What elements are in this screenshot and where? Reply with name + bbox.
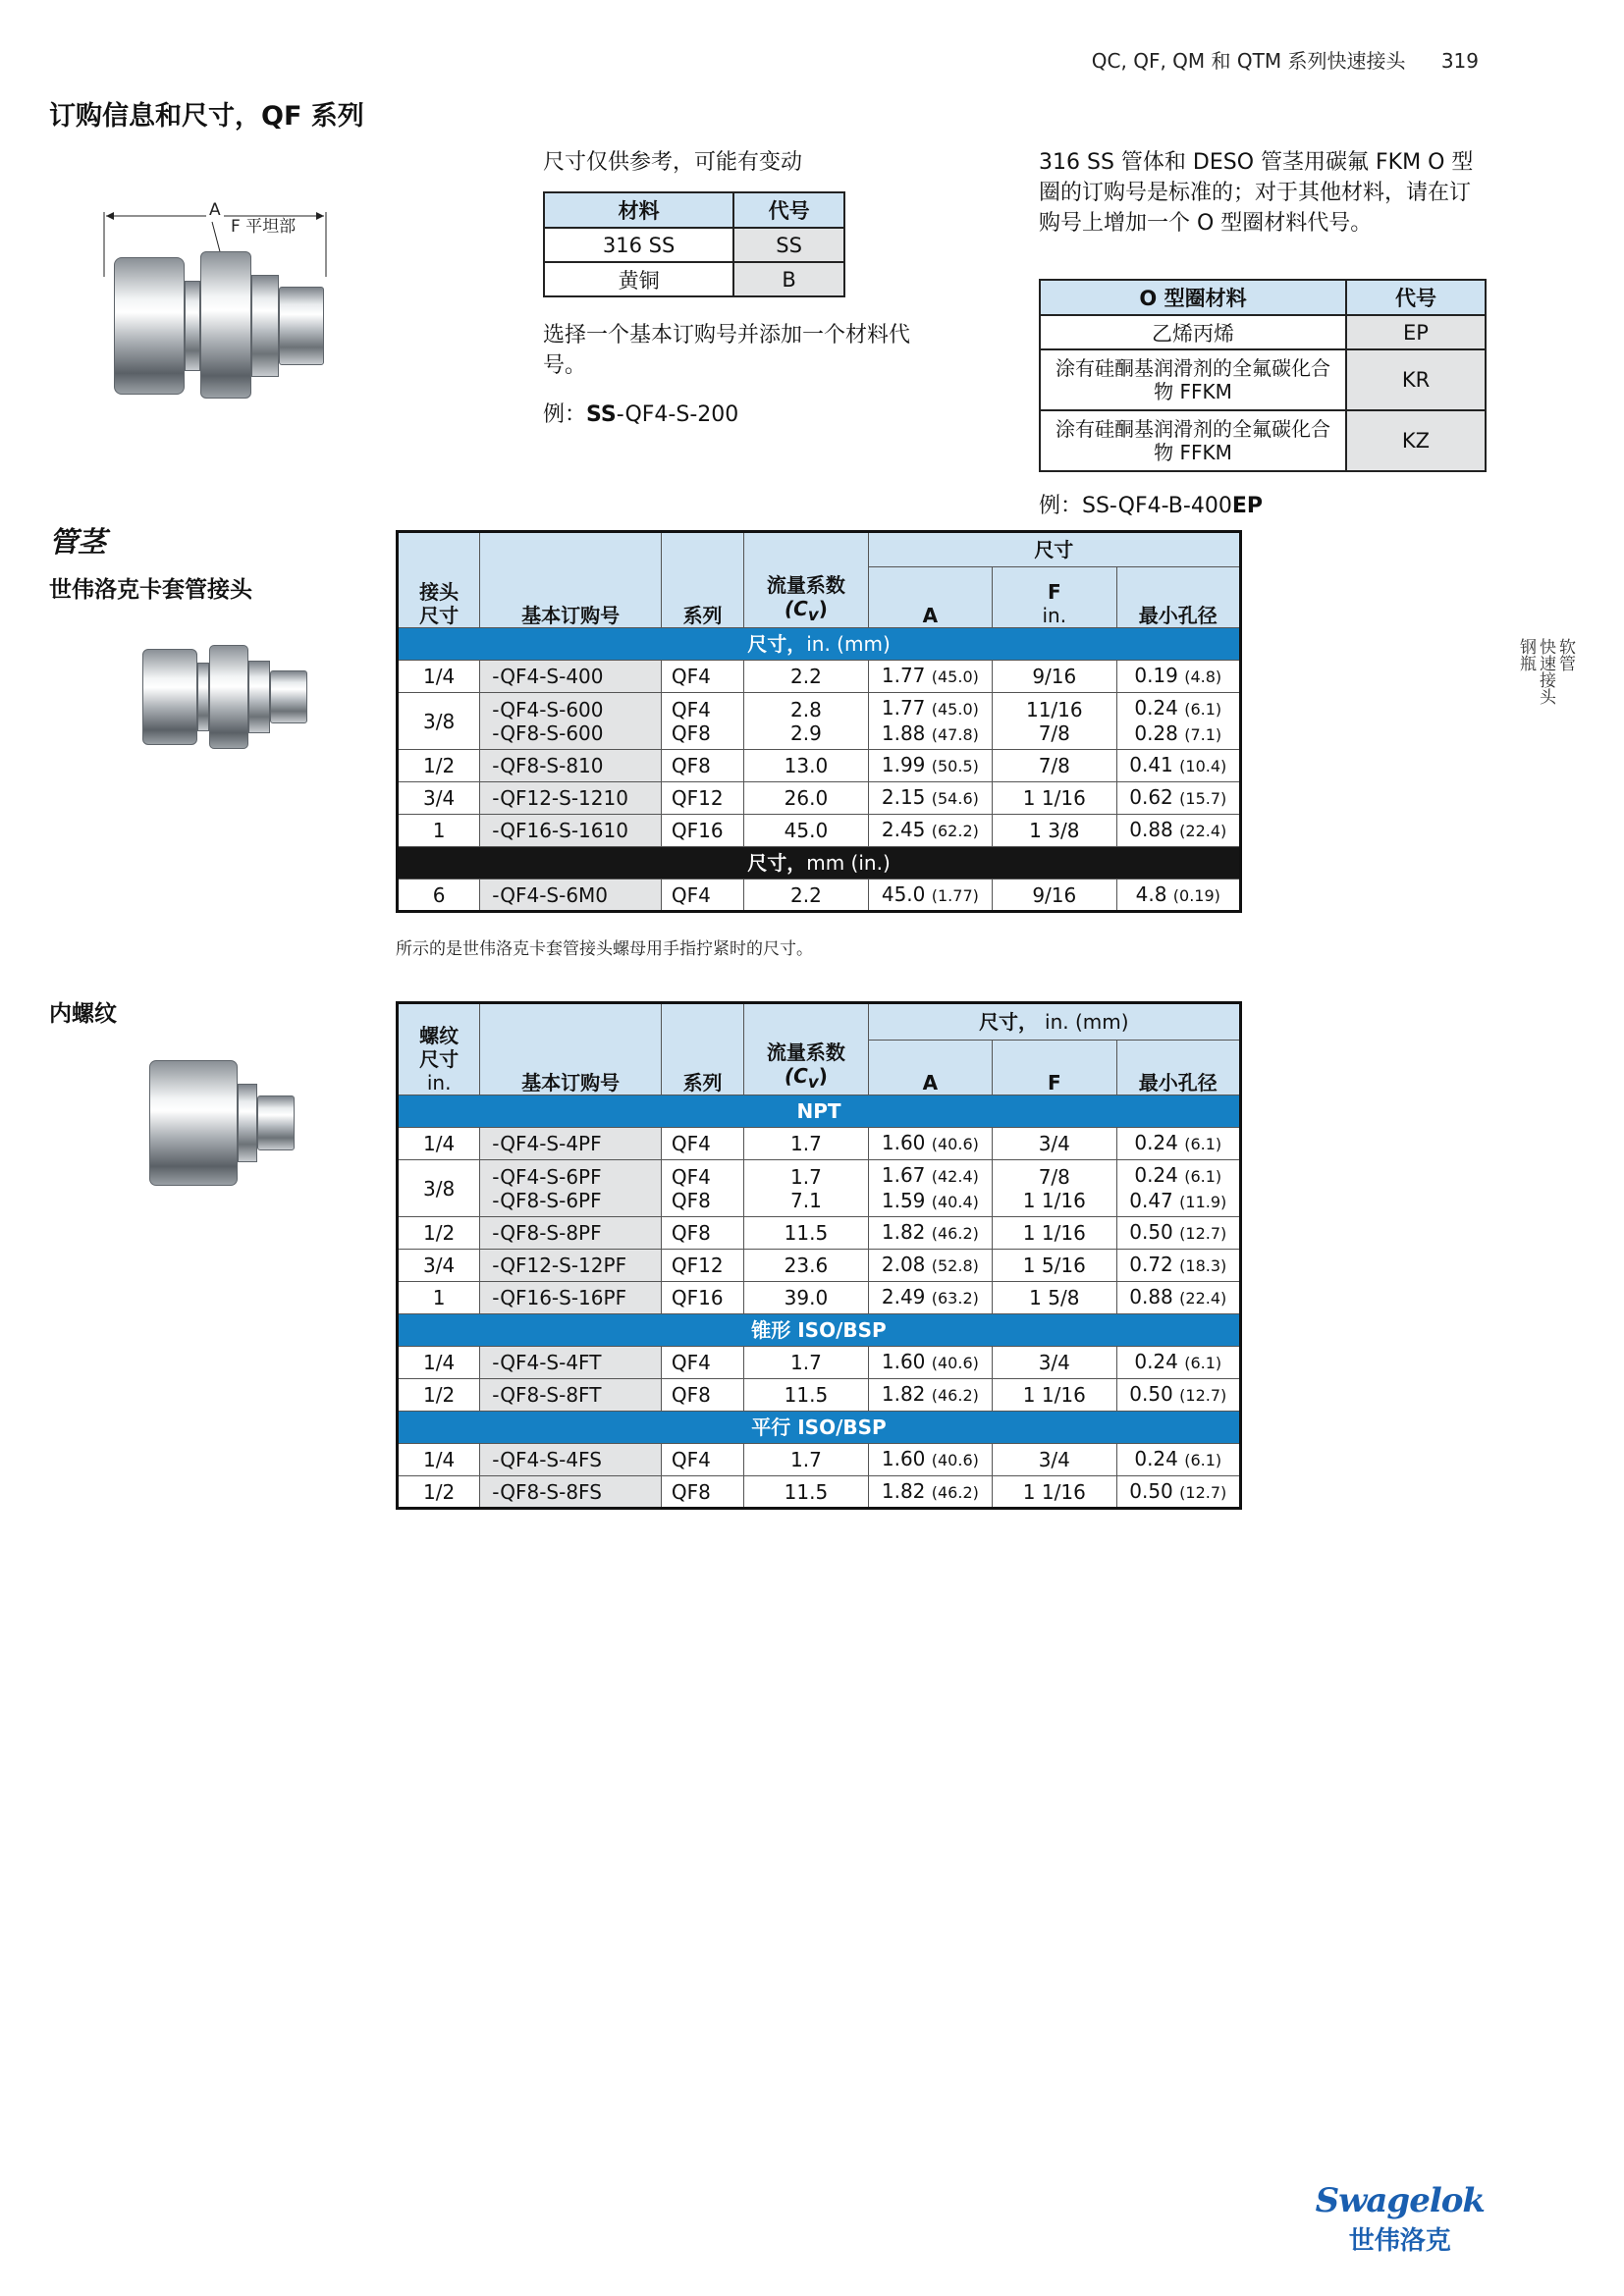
size-cell: 6 [398,880,480,912]
f-cell: 3/4 [993,1444,1116,1476]
series-cell: QF4 [661,880,743,912]
col-f: F in. [993,567,1116,628]
a-cell: 2.15 (54.6) [868,782,992,815]
order-cell: -QF8-S-810 [480,750,662,782]
size-cell: 1/2 [398,1476,480,1509]
size-cell: 3/8 [398,1160,480,1217]
col-bore: 最小孔径 [1116,1041,1240,1095]
cv-cell: 26.0 [744,782,868,815]
f-cell: 11/16 7/8 [993,693,1116,750]
bore-cell: 0.41 (10.4) [1116,750,1240,782]
oring-code-cell: EP [1346,315,1486,349]
stem-body-mm [398,847,1241,912]
bore-cell: 0.50 (12.7) [1116,1476,1240,1509]
size-cell: 3/8 [398,693,480,750]
col-code: 代号 [733,192,844,228]
size-cell: 3/4 [398,782,480,815]
series-cell: QF4 [661,1128,743,1160]
brand-logo: Swagelok 世伟洛克 [1315,2181,1485,2256]
cv-cell: 2.2 [744,880,868,912]
size-cell: 1 [398,1282,480,1314]
a-cell: 1.60 (40.6) [868,1444,992,1476]
code-cell: B [733,262,844,296]
a-cell: 2.45 (62.2) [868,815,992,847]
series-cell: QF8 [661,1379,743,1412]
materials-note: 尺寸仅供参考，可能有变动 [543,150,803,175]
a-cell: 2.08 (52.8) [868,1250,992,1282]
materials-table [543,191,845,297]
table-row [398,1128,1241,1160]
table-row [398,1379,1241,1412]
series-cell: QF4 [661,1444,743,1476]
section-heading-stem: 管茎 [49,525,107,559]
oring-material-cell: 涂有硅酮基润滑剂的全氟碳化合物 FFKM [1040,410,1346,471]
col-material: 材料 [544,192,733,228]
order-cell: -QF4-S-400 [480,661,662,693]
table-row [398,1160,1241,1217]
series-cell: QF16 [661,1282,743,1314]
col-dims: 尺寸， in. (mm) [868,1003,1240,1041]
stem-table [396,530,1242,913]
order-cell: -QF4-S-4FS [480,1444,662,1476]
a-cell: 1.82 (46.2) [868,1379,992,1412]
bore-cell: 0.72 (18.3) [1116,1250,1240,1282]
a-cell: 1.99 (50.5) [868,750,992,782]
size-cell: 1/4 [398,1347,480,1379]
running-header [1092,45,1479,74]
materials-instruction: 选择一个基本订购号并添加一个材料代号。 [543,323,911,378]
cv-cell: 39.0 [744,1282,868,1314]
female-table [396,1001,1242,1510]
oring-code-cell: KR [1346,349,1486,410]
bore-cell: 0.62 (15.7) [1116,782,1240,815]
page-number: 319 [1440,49,1479,73]
a-cell: 1.60 (40.6) [868,1128,992,1160]
side-tab: 软管 快速接头 钢瓶 [1516,638,1575,705]
cv-cell: 1.7 [744,1128,868,1160]
a-cell: 1.67 (42.4) 1.59 (40.4) [868,1160,992,1217]
female-body [398,1095,1241,1509]
a-cell: 2.49 (63.2) [868,1282,992,1314]
cv-cell: 23.6 [744,1250,868,1282]
col-order: 基本订购号 [480,532,662,628]
col-series: 系列 [661,1003,743,1095]
size-cell: 1/2 [398,1217,480,1250]
f-cell: 1 3/8 [993,815,1116,847]
col-bore: 最小孔径 [1116,567,1240,628]
order-cell: -QF4-S-600 -QF8-S-600 [480,693,662,750]
section-subheading-stem: 世伟洛克卡套管接头 [49,577,252,603]
size-cell: 3/4 [398,1250,480,1282]
order-cell: -QF16-S-1610 [480,815,662,847]
oring-table [1039,279,1487,472]
table-row [544,262,844,296]
series-cell: QF16 [661,815,743,847]
a-cell: 1.60 (40.6) [868,1347,992,1379]
col-a: A [868,567,992,628]
col-flow: 流量系数 $(C_v)$ [744,1003,868,1095]
series-cell: QF4 QF8 [661,693,743,750]
f-cell: 1 1/16 [993,1379,1116,1412]
table-row [544,228,844,262]
size-cell: 1/4 [398,1128,480,1160]
bore-cell: 4.8 (0.19) [1116,880,1240,912]
f-cell: 7/8 [993,750,1116,782]
bore-cell: 0.19 (4.8) [1116,661,1240,693]
oring-material-cell: 乙烯丙烯 [1040,315,1346,349]
order-cell: -QF4-S-6M0 [480,880,662,912]
bore-cell: 0.88 (22.4) [1116,1282,1240,1314]
a-cell: 1.82 (46.2) [868,1217,992,1250]
band-row: 锥形 ISO/BSP [398,1314,1241,1347]
header-title: QC, QF, QM 和 QTM 系列快速接头 [1091,49,1406,73]
band-row: 尺寸，in. (mm) [398,628,1241,661]
table-row [1040,315,1486,349]
oring-code-cell: KZ [1346,410,1486,471]
order-cell: -QF8-S-8PF [480,1217,662,1250]
table-row [398,1476,1241,1509]
size-cell: 1/2 [398,1379,480,1412]
cv-cell: 1.7 [744,1347,868,1379]
a-cell: 45.0 (1.77) [868,880,992,912]
oring-example: 例：SS-QF4-B-400EP [1039,494,1263,518]
section-heading-female: 内螺纹 [49,1001,117,1027]
f-cell: 1 1/16 [993,1476,1116,1509]
bore-cell: 0.88 (22.4) [1116,815,1240,847]
f-cell: 7/8 1 1/16 [993,1160,1116,1217]
f-cell: 1 5/16 [993,1250,1116,1282]
fitting-diagram [98,196,334,412]
col-size: 螺纹 尺寸 in. [398,1003,480,1095]
size-cell: 1/4 [398,661,480,693]
size-cell: 1/4 [398,1444,480,1476]
col-size: 接头 尺寸 [398,532,480,628]
table-row [398,1250,1241,1282]
col-flow: 流量系数 $(C_v)$ [744,532,868,628]
table-row [398,782,1241,815]
table-row [398,750,1241,782]
band-row: 尺寸，mm (in.) [398,847,1241,880]
table-row [398,815,1241,847]
series-cell: QF8 [661,750,743,782]
code-cell: SS [733,228,844,262]
order-cell: -QF12-S-12PF [480,1250,662,1282]
series-cell: QF4 [661,661,743,693]
order-cell: -QF8-S-8FT [480,1379,662,1412]
oring-note: 316 SS 管体和 DESO 管茎用碳氟 FKM O 型圈的订购号是标准的；对于其他材料，请在订购号上增加一个 O 型圈材料代号。 [1039,150,1474,236]
band-row: NPT [398,1095,1241,1128]
stem-footnote: 所示的是世伟洛克卡套管接头螺母用手指拧紧时的尺寸。 [396,939,813,959]
bore-cell: 0.24 (6.1) 0.47 (11.9) [1116,1160,1240,1217]
series-cell: QF4 [661,1347,743,1379]
col-a: A [868,1041,992,1095]
order-cell: -QF4-S-4FT [480,1347,662,1379]
series-cell: QF8 [661,1476,743,1509]
bore-cell: 0.50 (12.7) [1116,1379,1240,1412]
cv-cell: 45.0 [744,815,868,847]
series-cell: QF4 QF8 [661,1160,743,1217]
cv-cell: 11.5 [744,1379,868,1412]
materials-example: 例：SS-QF4-S-200 [543,402,739,427]
col-oring-code: 代号 [1346,280,1486,315]
cv-cell: 2.8 2.9 [744,693,868,750]
cv-cell: 13.0 [744,750,868,782]
stem-body-in [398,628,1241,847]
series-cell: QF12 [661,782,743,815]
f-cell: 3/4 [993,1347,1116,1379]
material-cell: 316 SS [544,228,733,262]
dim-label-f: F 平坦部 [231,217,297,237]
bore-cell: 0.24 (6.1) 0.28 (7.1) [1116,693,1240,750]
cv-cell: 11.5 [744,1217,868,1250]
cv-cell: 1.7 [744,1444,868,1476]
a-cell: 1.77 (45.0) [868,661,992,693]
f-cell: 3/4 [993,1128,1116,1160]
f-cell: 1 1/16 [993,1217,1116,1250]
size-cell: 1 [398,815,480,847]
order-cell: -QF4-S-6PF -QF8-S-6PF [480,1160,662,1217]
cv-cell: 11.5 [744,1476,868,1509]
bore-cell: 0.50 (12.7) [1116,1217,1240,1250]
col-f: F [993,1041,1116,1095]
stem-fitting-image [142,643,309,751]
series-cell: QF8 [661,1217,743,1250]
col-oring-material: O 型圈材料 [1040,280,1346,315]
table-row [398,1217,1241,1250]
table-row [398,661,1241,693]
cv-cell: 1.7 7.1 [744,1160,868,1217]
col-order: 基本订购号 [480,1003,662,1095]
a-cell: 1.77 (45.0) 1.88 (47.8) [868,693,992,750]
bore-cell: 0.24 (6.1) [1116,1444,1240,1476]
f-cell: 1 5/8 [993,1282,1116,1314]
table-row [1040,349,1486,410]
dim-label-a: A [206,200,224,220]
series-cell: QF12 [661,1250,743,1282]
bore-cell: 0.24 (6.1) [1116,1347,1240,1379]
material-cell: 黄铜 [544,262,733,296]
order-cell: -QF4-S-4PF [480,1128,662,1160]
f-cell: 1 1/16 [993,782,1116,815]
table-row [398,880,1241,912]
f-cell: 9/16 [993,661,1116,693]
table-row [398,693,1241,750]
table-row [398,1347,1241,1379]
table-row [398,1444,1241,1476]
col-dims: 尺寸 [868,532,1240,567]
a-cell: 1.82 (46.2) [868,1476,992,1509]
oring-material-cell: 涂有硅酮基润滑剂的全氟碳化合物 FFKM [1040,349,1346,410]
table-row [1040,410,1486,471]
bore-cell: 0.24 (6.1) [1116,1128,1240,1160]
col-series: 系列 [661,532,743,628]
cv-cell: 2.2 [744,661,868,693]
order-cell: -QF12-S-1210 [480,782,662,815]
f-cell: 9/16 [993,880,1116,912]
page-title: 订购信息和尺寸，QF 系列 [49,101,364,132]
band-row: 平行 ISO/BSP [398,1412,1241,1444]
table-row [398,1282,1241,1314]
order-cell: -QF16-S-16PF [480,1282,662,1314]
female-fitting-image [149,1060,297,1188]
order-cell: -QF8-S-8FS [480,1476,662,1509]
size-cell: 1/2 [398,750,480,782]
